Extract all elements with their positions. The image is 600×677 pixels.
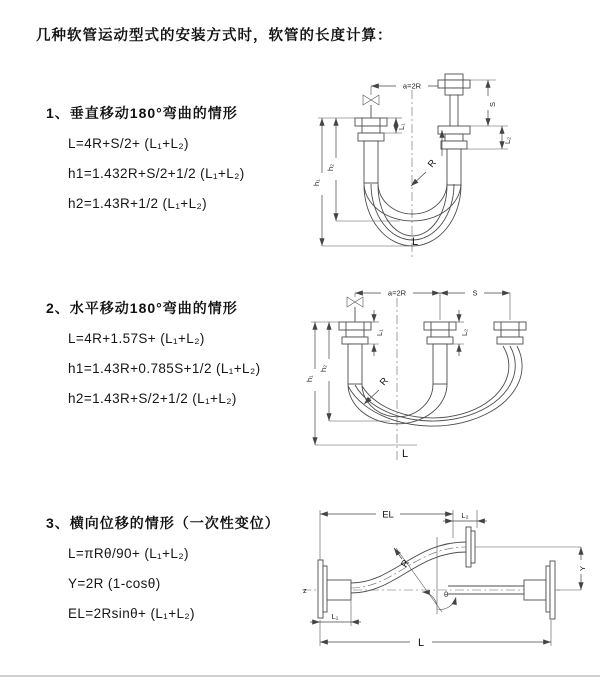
left-pipe-fitting xyxy=(355,118,387,183)
dim-label-h1: h₁ xyxy=(305,375,314,382)
dimension-el xyxy=(320,510,453,561)
section-3 xyxy=(46,513,326,629)
dim-label-s: S xyxy=(472,288,478,298)
formula-line: h2=1.43R+1/2 (L₁+L₂) xyxy=(68,196,208,211)
diagram-horizontal-180-bend xyxy=(305,284,590,464)
dim-label-y: Y xyxy=(578,565,587,571)
dimension-l2 xyxy=(447,310,469,356)
angle-theta-construction xyxy=(396,537,456,614)
left-flange xyxy=(318,560,351,618)
dim-label-l2: L₂ xyxy=(460,328,469,336)
dim-label-h2: h₂ xyxy=(319,364,328,372)
radius-callout xyxy=(364,375,391,404)
axis-mark: z xyxy=(303,586,307,595)
valve-icon xyxy=(363,86,379,118)
right-pipe-fitting xyxy=(494,322,526,344)
dimension-l2 xyxy=(443,510,487,528)
dim-label-el: EL xyxy=(382,509,394,521)
radius-callout xyxy=(394,548,412,570)
formula-line: Y=2R (1-cosθ) xyxy=(68,576,161,591)
diagram-vertical-180-bend xyxy=(312,70,567,262)
dim-label-r: R xyxy=(399,558,413,570)
formula-line: L=4R+S/2+ (L₁+L₂) xyxy=(68,136,189,151)
hose-braid xyxy=(447,149,461,185)
hose-braid xyxy=(364,141,378,183)
radius-callout xyxy=(411,157,439,186)
left-pipe-fitting xyxy=(339,322,371,384)
section-1 xyxy=(46,103,326,219)
dim-label-l2: L₂ xyxy=(461,511,469,520)
dim-label-h1: h₁ xyxy=(312,179,321,186)
dim-label-l1: L₁ xyxy=(331,612,339,621)
section-3-heading: 3、横向位移的情形（一次性变位） xyxy=(46,515,280,531)
dimension-s xyxy=(440,289,510,321)
dim-label-l1: L₁ xyxy=(397,123,406,130)
section-2-heading: 2、水平移动180°弯曲的情形 xyxy=(46,300,238,316)
dimension-a2r xyxy=(355,289,440,298)
dim-label-r: R xyxy=(425,157,439,170)
dim-label-l: L xyxy=(411,236,419,248)
valve-icon xyxy=(347,293,363,322)
formula-line: h1=1.43R+0.785S+1/2 (L₁+L₂) xyxy=(68,361,261,376)
angle-label-theta: θ xyxy=(444,590,449,599)
dimension-l xyxy=(320,620,551,649)
dimension-l1 xyxy=(362,310,384,356)
formula-line: L=4R+1.57S+ (L₁+L₂) xyxy=(68,331,205,346)
dim-label-s: S xyxy=(488,101,497,107)
hose-braid xyxy=(433,344,447,384)
upper-right-flange xyxy=(466,527,475,567)
dim-label-r: R xyxy=(377,375,391,388)
formula-line: h2=1.43R+S/2+1/2 (L₁+L₂) xyxy=(68,391,237,406)
middle-pipe-fitting xyxy=(424,322,456,384)
right-pipe-fitting xyxy=(438,74,470,185)
dim-label-a2r: a=2R xyxy=(402,81,422,91)
section-1-heading: 1、垂直移动180°弯曲的情形 xyxy=(46,105,238,121)
dim-label-h2: h₂ xyxy=(326,163,335,171)
formula-line: L=πRθ/90+ (L₁+L₂) xyxy=(68,546,189,561)
hose-braid xyxy=(348,344,362,384)
formula-line: h1=1.432R+S/2+1/2 (L₁+L₂) xyxy=(68,166,245,181)
page-title: 几种软管运动型式的安装方式时，软管的长度计算： xyxy=(36,28,393,44)
diagram-lateral-displacement xyxy=(298,502,593,654)
dim-label-l2: L₂ xyxy=(503,136,512,144)
dim-label-l: L xyxy=(417,637,425,649)
dim-label-l: L xyxy=(401,448,409,460)
dim-label-l1: L₁ xyxy=(375,329,384,336)
dimension-s-l2 xyxy=(461,80,512,149)
dim-label-a2r: a=2R xyxy=(387,288,407,298)
formula-line: EL=2Rsinθ+ (L₁+L₂) xyxy=(68,606,195,621)
section-2 xyxy=(46,298,326,414)
